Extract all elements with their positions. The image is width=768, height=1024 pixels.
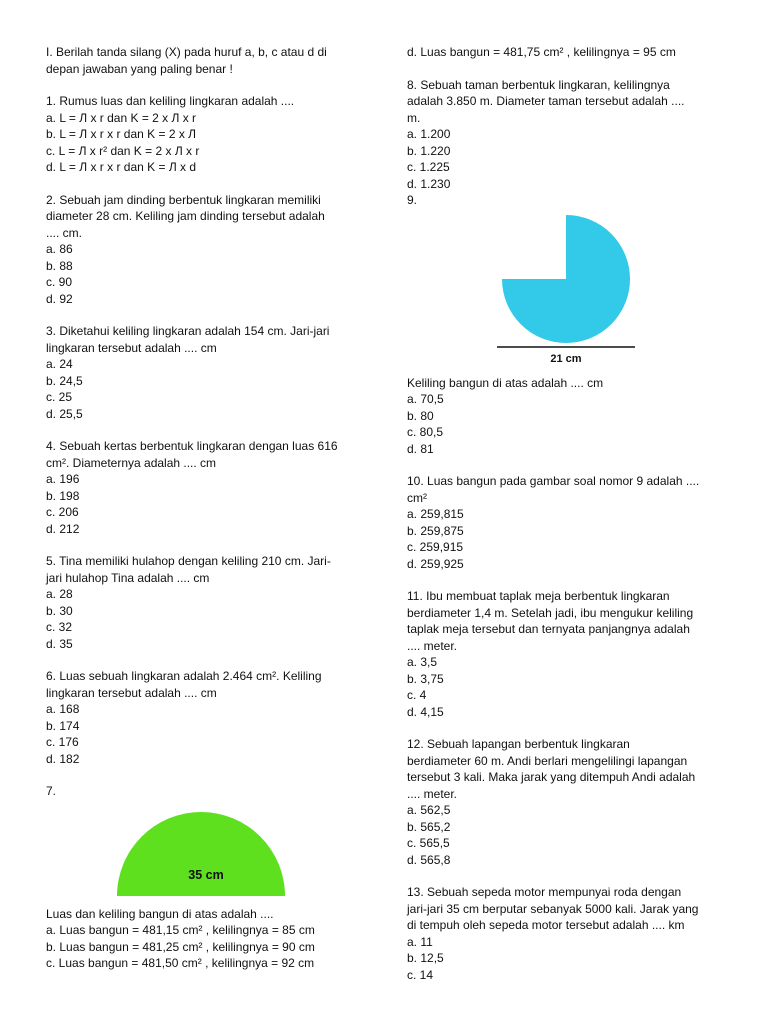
semicircle-label: 35 cm: [188, 867, 224, 882]
question-text: 5. Tina memiliki hulahop dengan keliling 210 cm. Jari-: [46, 554, 331, 568]
three-quarter-circle-svg: [495, 211, 637, 369]
option-a: a. 196: [46, 472, 80, 486]
option-a: a. L = Л x r dan K = 2 x Л x r: [46, 110, 197, 125]
option-d: d. 92: [46, 291, 73, 306]
question-text: 3. Diketahui keliling lingkaran adalah 154 cm. Jari-jari: [46, 324, 330, 338]
question-text: Luas dan keliling bangun di atas adalah ....: [46, 906, 274, 921]
question-1: [46, 93, 376, 176]
option-a: a. 24: [46, 357, 73, 371]
question-text: 1. Rumus luas dan keliling lingkaran adalah ....: [46, 94, 295, 108]
option-a: a. 11: [407, 934, 433, 949]
instructions: [46, 44, 376, 77]
option-b: b. 565,2: [407, 819, 451, 834]
option-a: a. 168: [46, 702, 80, 716]
option-d: d. 1.230: [407, 176, 451, 191]
question-text: cm². Diameternya adalah .... cm: [46, 455, 217, 470]
question-text: tersebut 3 kali. Maka jarak yang ditempuh Andi adalah: [407, 770, 696, 784]
instruction-line: depan jawaban yang paling benar !: [46, 61, 233, 76]
question-12: [407, 736, 727, 868]
question-5: [46, 553, 376, 652]
option-c: c. 1.225: [407, 160, 450, 174]
option-d: d. 25,5: [46, 406, 83, 421]
question-10: [407, 473, 727, 572]
question-7: [46, 783, 376, 972]
option-d: d. 259,925: [407, 556, 464, 571]
question-6: [46, 668, 376, 767]
question-11: [407, 588, 727, 720]
option-d: d. L = Л x r x r dan K = Л x d: [46, 160, 197, 174]
question-text: berdiameter 1,4 m. Setelah jadi, ibu mengukur keliling: [407, 605, 694, 620]
semicircle-shape: [117, 812, 285, 896]
option-d: d. 565,8: [407, 852, 451, 867]
option-d: d. 212: [46, 521, 80, 536]
left-column: [46, 44, 376, 972]
question-text: Keliling bangun di atas adalah .... cm: [407, 375, 604, 390]
option-b: b. 12,5: [407, 951, 444, 965]
question-text: m.: [407, 110, 421, 125]
option-b: b. L = Л x r x r dan K = 2 x Л: [46, 127, 197, 141]
option-c: c. 565,5: [407, 836, 450, 850]
question-text: 2. Sebuah jam dinding berbentuk lingkaran memiliki: [46, 192, 321, 207]
option-a: a. 70,5: [407, 392, 444, 406]
question-text: 10. Luas bangun pada gambar soal nomor 9 adalah ....: [407, 474, 700, 488]
question-2: [46, 192, 376, 308]
question-text: 12. Sebuah lapangan berbentuk lingkaran: [407, 737, 630, 751]
question-text: berdiameter 60 m. Andi berlari mengelilingi lapangan: [407, 753, 688, 768]
right-column: [407, 44, 727, 983]
option-c: c. L = Л x r² dan K = 2 x Л x r: [46, 143, 200, 158]
question-text: .... meter.: [407, 638, 458, 653]
question-7-continued: [407, 44, 727, 61]
option-d: d. 4,15: [407, 704, 444, 719]
option-b: b. 259,875: [407, 523, 464, 538]
option-a: a. Luas bangun = 481,15 cm² , kelilingnya = 85 cm: [46, 923, 315, 937]
question-8: [407, 77, 727, 193]
option-d: d. 35: [46, 636, 73, 651]
question-text: cm²: [407, 490, 427, 505]
question-3: [46, 323, 376, 422]
option-b: b. 198: [46, 488, 80, 503]
question-text: diameter 28 cm. Keliling jam dinding tersebut adalah: [46, 209, 325, 223]
question-text: 11. Ibu membuat taplak meja berbentuk lingkaran: [407, 589, 670, 603]
option-b: b. Luas bangun = 481,25 cm² , kelilingnya = 90 cm: [46, 939, 315, 954]
question-text: lingkaran tersebut adalah .... cm: [46, 340, 217, 355]
semicircle-svg: [116, 802, 286, 902]
question-text: .... meter.: [407, 786, 458, 801]
option-b: b. 80: [407, 408, 434, 423]
instruction-line: I. Berilah tanda silang (X) pada huruf a, b, c atau d di: [46, 45, 327, 59]
option-c: c. 90: [46, 275, 73, 289]
three-quarter-circle-shape: [502, 215, 630, 343]
question-text: 8. Sebuah taman berbentuk lingkaran, kelilingnya: [407, 77, 670, 92]
question-text: jari-jari 35 cm berputar sebanyak 5000 kali. Jarak yang: [407, 901, 699, 916]
question-number: 7.: [46, 784, 57, 798]
question-4: [46, 438, 376, 537]
question-13: [407, 884, 727, 983]
option-b: b. 24,5: [46, 373, 83, 388]
question-text: taplak meja tersebut dan ternyata panjangnya adalah: [407, 622, 690, 636]
question-9: [407, 192, 727, 457]
option-c: c. Luas bangun = 481,50 cm² , kelilingnya = 92 cm: [46, 956, 315, 970]
option-c: c. 206: [46, 505, 79, 519]
option-c: c. 80,5: [407, 425, 444, 439]
question-text: lingkaran tersebut adalah .... cm: [46, 685, 217, 700]
option-d: d. 81: [407, 441, 434, 456]
option-b: b. 30: [46, 603, 73, 618]
question-text: jari hulahop Tina adalah .... cm: [46, 570, 210, 585]
option-c: c. 32: [46, 620, 73, 634]
question-text: 6. Luas sebuah lingkaran adalah 2.464 cm². Keliling: [46, 669, 322, 683]
diameter-label: 21 cm: [550, 352, 582, 365]
option-a: a. 86: [46, 242, 73, 256]
option-a: a. 28: [46, 587, 73, 601]
option-b: b. 174: [46, 718, 80, 733]
option-c: c. 25: [46, 390, 73, 404]
option-c: c. 176: [46, 735, 79, 749]
option-a: a. 562,5: [407, 803, 451, 817]
option-a: a. 1.200: [407, 127, 451, 141]
option-c: c. 259,915: [407, 540, 464, 554]
option-b: b. 1.220: [407, 143, 451, 158]
question-text: .... cm.: [46, 225, 82, 240]
option-a: a. 259,815: [407, 507, 464, 521]
question-text: 13. Sebuah sepeda motor mempunyai roda dengan: [407, 885, 682, 899]
semicircle-figure: [116, 802, 286, 902]
question-text: adalah 3.850 m. Diameter taman tersebut adalah ....: [407, 94, 685, 108]
option-b: b. 3,75: [407, 671, 444, 686]
question-text: di tempuh oleh sepeda motor tersebut adalah .... km: [407, 918, 685, 932]
option-d: d. 182: [46, 751, 80, 766]
option-c: c. 14: [407, 967, 434, 982]
option-b: b. 88: [46, 258, 73, 273]
three-quarter-circle-figure: [495, 211, 637, 369]
question-text: 4. Sebuah kertas berbentuk lingkaran dengan luas 616: [46, 439, 338, 453]
option-d: d. Luas bangun = 481,75 cm² , kelilingnya = 95 cm: [407, 45, 676, 59]
option-c: c. 4: [407, 688, 427, 702]
question-number: 9.: [407, 193, 418, 207]
option-a: a. 3,5: [407, 655, 438, 669]
